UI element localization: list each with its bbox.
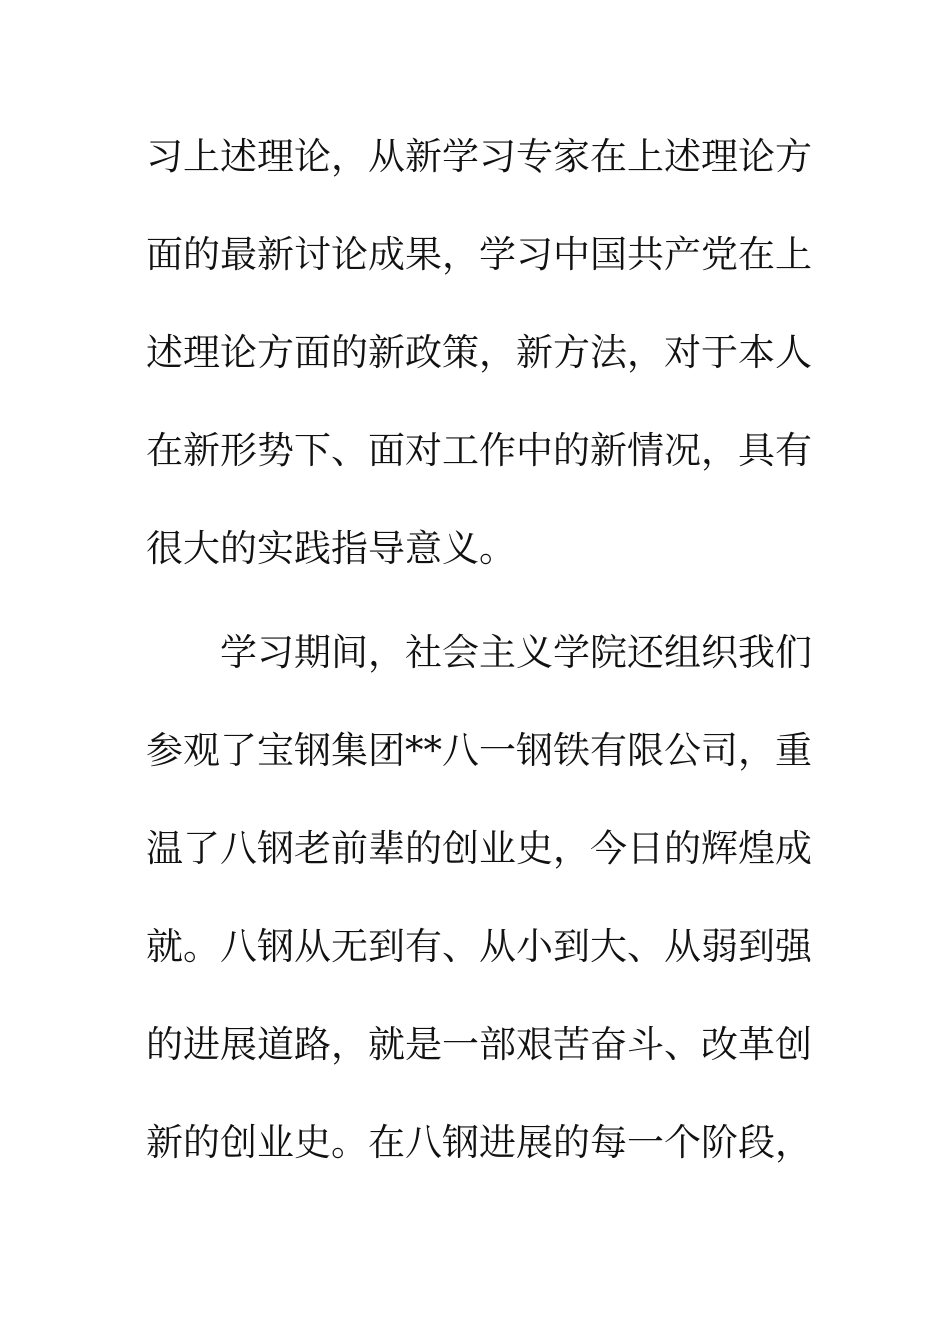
paragraph-1-line-3: 述理论方面的新政策，新方法，对于本人	[146, 331, 812, 374]
paragraph-1-line-4: 在新形势下、面对工作中的新情况，具有	[146, 429, 812, 472]
paragraph-1-line-5: 很大的实践指导意义。	[146, 527, 516, 570]
paragraph-2-line-4: 就。八钢从无到有、从小到大、从弱到强	[146, 925, 812, 968]
paragraph-2-line-3: 温了八钢老前辈的创业史，今日的辉煌成	[146, 827, 812, 870]
paragraph-1-line-2: 面的最新讨论成果，学习中国共产党在上	[146, 233, 812, 276]
paragraph-2-line-5: 的进展道路，就是一部艰苦奋斗、改革创	[146, 1023, 812, 1066]
paragraph-1-line-1: 习上述理论，从新学习专家在上述理论方	[146, 135, 812, 178]
paragraph-2-line-1: 学习期间，社会主义学院还组织我们	[220, 631, 812, 674]
paragraph-2-line-6: 新的创业史。在八钢进展的每一个阶段，	[146, 1121, 812, 1164]
paragraph-2-line-2: 参观了宝钢集团**八一钢铁有限公司，重	[146, 729, 812, 772]
